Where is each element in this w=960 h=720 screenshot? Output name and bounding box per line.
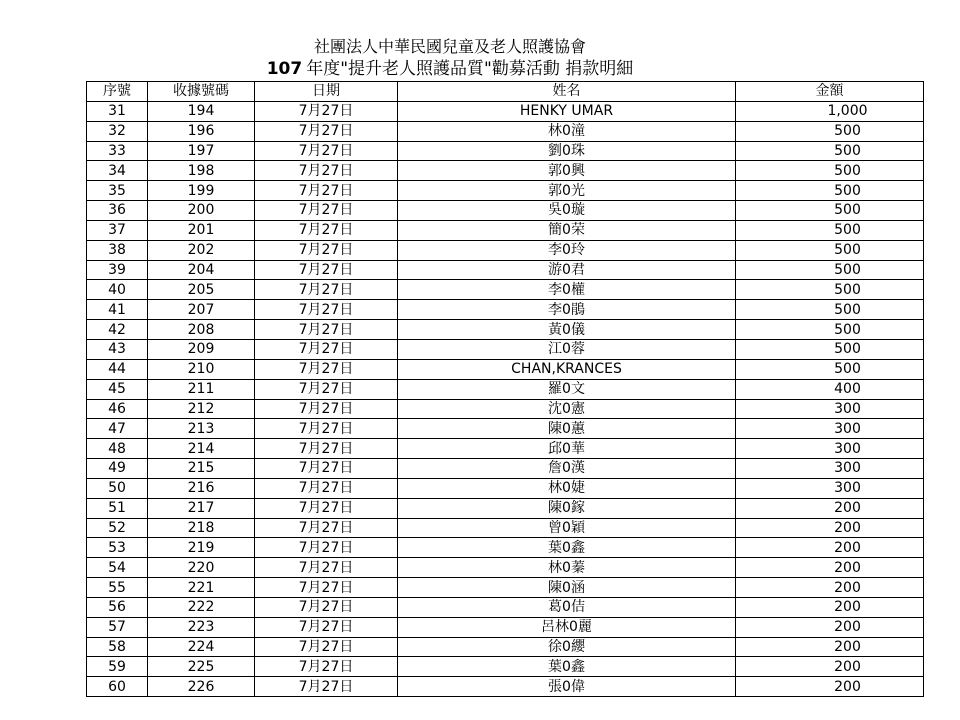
table-row bbox=[87, 558, 924, 578]
receipt-number-cell: 225 bbox=[148, 657, 255, 677]
table-row bbox=[87, 201, 924, 221]
table-row bbox=[87, 439, 924, 459]
name-cell: CHAN,KRANCES bbox=[398, 359, 736, 379]
date-cell: 7月27日 bbox=[255, 201, 398, 221]
amount-cell: 300 bbox=[736, 439, 924, 459]
table-body bbox=[87, 101, 924, 696]
serial-cell: 47 bbox=[87, 419, 148, 439]
name-cell: 游0君 bbox=[398, 260, 736, 280]
name-cell: 林0蓁 bbox=[398, 558, 736, 578]
date-cell: 7月27日 bbox=[255, 597, 398, 617]
name-cell: 葛0佶 bbox=[398, 597, 736, 617]
amount-cell: 500 bbox=[736, 121, 924, 141]
amount-cell: 200 bbox=[736, 518, 924, 538]
table-row bbox=[87, 677, 924, 697]
date-cell: 7月27日 bbox=[255, 379, 398, 399]
amount-cell: 200 bbox=[736, 657, 924, 677]
amount-cell: 500 bbox=[736, 320, 924, 340]
name-cell: 黃0儀 bbox=[398, 320, 736, 340]
name-cell: 劉0珠 bbox=[398, 141, 736, 161]
amount-cell: 500 bbox=[736, 141, 924, 161]
name-cell: 李0權 bbox=[398, 280, 736, 300]
amount-cell: 300 bbox=[736, 419, 924, 439]
amount-cell: 1,000 bbox=[736, 101, 924, 121]
serial-cell: 48 bbox=[87, 439, 148, 459]
column-header-amount: 金額 bbox=[736, 82, 924, 102]
table-row bbox=[87, 220, 924, 240]
receipt-number-cell: 222 bbox=[148, 597, 255, 617]
amount-cell: 300 bbox=[736, 459, 924, 479]
serial-cell: 34 bbox=[87, 161, 148, 181]
name-cell: 郭0光 bbox=[398, 181, 736, 201]
name-cell: 陳0鎵 bbox=[398, 498, 736, 518]
donation-table bbox=[86, 81, 924, 697]
amount-cell: 200 bbox=[736, 538, 924, 558]
receipt-number-cell: 204 bbox=[148, 260, 255, 280]
table-row bbox=[87, 121, 924, 141]
date-cell: 7月27日 bbox=[255, 280, 398, 300]
amount-cell: 500 bbox=[736, 280, 924, 300]
name-cell: 張0偉 bbox=[398, 677, 736, 697]
table-row bbox=[87, 399, 924, 419]
name-cell: 邱0華 bbox=[398, 439, 736, 459]
amount-cell: 500 bbox=[736, 359, 924, 379]
date-cell: 7月27日 bbox=[255, 101, 398, 121]
serial-cell: 56 bbox=[87, 597, 148, 617]
serial-cell: 37 bbox=[87, 220, 148, 240]
amount-cell: 500 bbox=[736, 201, 924, 221]
table-row bbox=[87, 260, 924, 280]
date-cell: 7月27日 bbox=[255, 220, 398, 240]
serial-cell: 60 bbox=[87, 677, 148, 697]
receipt-number-cell: 208 bbox=[148, 320, 255, 340]
date-cell: 7月27日 bbox=[255, 459, 398, 479]
receipt-number-cell: 216 bbox=[148, 478, 255, 498]
amount-cell: 200 bbox=[736, 597, 924, 617]
receipt-number-cell: 220 bbox=[148, 558, 255, 578]
table-row bbox=[87, 578, 924, 598]
serial-cell: 38 bbox=[87, 240, 148, 260]
date-cell: 7月27日 bbox=[255, 657, 398, 677]
report-subtitle-text: 年度"提升老人照護品質"勸募活動 捐款明細 bbox=[306, 59, 634, 79]
table-row bbox=[87, 478, 924, 498]
amount-cell: 300 bbox=[736, 478, 924, 498]
serial-cell: 32 bbox=[87, 121, 148, 141]
amount-cell: 500 bbox=[736, 220, 924, 240]
serial-cell: 55 bbox=[87, 578, 148, 598]
name-cell: 李0鵑 bbox=[398, 300, 736, 320]
table-row bbox=[87, 617, 924, 637]
date-cell: 7月27日 bbox=[255, 240, 398, 260]
receipt-number-cell: 218 bbox=[148, 518, 255, 538]
receipt-number-cell: 205 bbox=[148, 280, 255, 300]
serial-cell: 41 bbox=[87, 300, 148, 320]
table-row bbox=[87, 459, 924, 479]
serial-cell: 58 bbox=[87, 637, 148, 657]
receipt-number-cell: 210 bbox=[148, 359, 255, 379]
table-row bbox=[87, 141, 924, 161]
name-cell: 沈0憲 bbox=[398, 399, 736, 419]
name-cell: 葉0鑫 bbox=[398, 538, 736, 558]
amount-cell: 200 bbox=[736, 558, 924, 578]
name-cell: HENKY UMAR bbox=[398, 101, 736, 121]
column-header-receipt-number: 收據號碼 bbox=[148, 82, 255, 102]
receipt-number-cell: 213 bbox=[148, 419, 255, 439]
date-cell: 7月27日 bbox=[255, 359, 398, 379]
serial-cell: 43 bbox=[87, 339, 148, 359]
receipt-number-cell: 211 bbox=[148, 379, 255, 399]
table-row bbox=[87, 498, 924, 518]
date-cell: 7月27日 bbox=[255, 498, 398, 518]
serial-cell: 42 bbox=[87, 320, 148, 340]
amount-cell: 200 bbox=[736, 677, 924, 697]
table-row bbox=[87, 597, 924, 617]
receipt-number-cell: 224 bbox=[148, 637, 255, 657]
date-cell: 7月27日 bbox=[255, 141, 398, 161]
date-cell: 7月27日 bbox=[255, 538, 398, 558]
serial-cell: 35 bbox=[87, 181, 148, 201]
name-cell: 吳0璇 bbox=[398, 201, 736, 221]
report-year: 107 bbox=[266, 59, 303, 79]
report-subtitle bbox=[0, 58, 900, 80]
receipt-number-cell: 223 bbox=[148, 617, 255, 637]
name-cell: 陳0蕙 bbox=[398, 419, 736, 439]
amount-cell: 400 bbox=[736, 379, 924, 399]
date-cell: 7月27日 bbox=[255, 419, 398, 439]
name-cell: 簡0荣 bbox=[398, 220, 736, 240]
name-cell: 羅0文 bbox=[398, 379, 736, 399]
serial-cell: 40 bbox=[87, 280, 148, 300]
serial-cell: 57 bbox=[87, 617, 148, 637]
receipt-number-cell: 196 bbox=[148, 121, 255, 141]
date-cell: 7月27日 bbox=[255, 518, 398, 538]
date-cell: 7月27日 bbox=[255, 339, 398, 359]
date-cell: 7月27日 bbox=[255, 300, 398, 320]
table-row bbox=[87, 280, 924, 300]
date-cell: 7月27日 bbox=[255, 558, 398, 578]
serial-cell: 49 bbox=[87, 459, 148, 479]
date-cell: 7月27日 bbox=[255, 439, 398, 459]
serial-cell: 54 bbox=[87, 558, 148, 578]
receipt-number-cell: 212 bbox=[148, 399, 255, 419]
table-header-row bbox=[87, 82, 924, 102]
date-cell: 7月27日 bbox=[255, 320, 398, 340]
amount-cell: 500 bbox=[736, 260, 924, 280]
receipt-number-cell: 197 bbox=[148, 141, 255, 161]
table-row bbox=[87, 300, 924, 320]
amount-cell: 500 bbox=[736, 300, 924, 320]
receipt-number-cell: 198 bbox=[148, 161, 255, 181]
receipt-number-cell: 199 bbox=[148, 181, 255, 201]
name-cell: 林0潼 bbox=[398, 121, 736, 141]
date-cell: 7月27日 bbox=[255, 161, 398, 181]
serial-cell: 39 bbox=[87, 260, 148, 280]
name-cell: 詹0漢 bbox=[398, 459, 736, 479]
name-cell: 葉0鑫 bbox=[398, 657, 736, 677]
name-cell: 徐0纓 bbox=[398, 637, 736, 657]
table-row bbox=[87, 181, 924, 201]
amount-cell: 500 bbox=[736, 339, 924, 359]
serial-cell: 59 bbox=[87, 657, 148, 677]
date-cell: 7月27日 bbox=[255, 478, 398, 498]
name-cell: 曾0穎 bbox=[398, 518, 736, 538]
date-cell: 7月27日 bbox=[255, 578, 398, 598]
receipt-number-cell: 214 bbox=[148, 439, 255, 459]
table-row bbox=[87, 359, 924, 379]
table-row bbox=[87, 419, 924, 439]
serial-cell: 53 bbox=[87, 538, 148, 558]
serial-cell: 50 bbox=[87, 478, 148, 498]
receipt-number-cell: 226 bbox=[148, 677, 255, 697]
amount-cell: 300 bbox=[736, 399, 924, 419]
amount-cell: 200 bbox=[736, 617, 924, 637]
name-cell: 江0蓉 bbox=[398, 339, 736, 359]
amount-cell: 500 bbox=[736, 181, 924, 201]
serial-cell: 44 bbox=[87, 359, 148, 379]
amount-cell: 500 bbox=[736, 161, 924, 181]
serial-cell: 45 bbox=[87, 379, 148, 399]
receipt-number-cell: 209 bbox=[148, 339, 255, 359]
table-row bbox=[87, 657, 924, 677]
receipt-number-cell: 215 bbox=[148, 459, 255, 479]
serial-cell: 52 bbox=[87, 518, 148, 538]
receipt-number-cell: 217 bbox=[148, 498, 255, 518]
organization-title: 社團法人中華民國兒童及老人照護協會 bbox=[313, 37, 586, 56]
table-row bbox=[87, 101, 924, 121]
serial-cell: 46 bbox=[87, 399, 148, 419]
receipt-number-cell: 200 bbox=[148, 201, 255, 221]
date-cell: 7月27日 bbox=[255, 399, 398, 419]
date-cell: 7月27日 bbox=[255, 121, 398, 141]
table-row bbox=[87, 320, 924, 340]
table-row bbox=[87, 339, 924, 359]
name-cell: 呂林0麗 bbox=[398, 617, 736, 637]
amount-cell: 200 bbox=[736, 498, 924, 518]
name-cell: 郭0興 bbox=[398, 161, 736, 181]
date-cell: 7月27日 bbox=[255, 260, 398, 280]
date-cell: 7月27日 bbox=[255, 677, 398, 697]
date-cell: 7月27日 bbox=[255, 181, 398, 201]
receipt-number-cell: 202 bbox=[148, 240, 255, 260]
receipt-number-cell: 221 bbox=[148, 578, 255, 598]
column-header-serial: 序號 bbox=[87, 82, 148, 102]
table-row bbox=[87, 538, 924, 558]
column-header-name: 姓名 bbox=[398, 82, 736, 102]
name-cell: 李0玲 bbox=[398, 240, 736, 260]
table-row bbox=[87, 518, 924, 538]
receipt-number-cell: 201 bbox=[148, 220, 255, 240]
serial-cell: 31 bbox=[87, 101, 148, 121]
amount-cell: 500 bbox=[736, 240, 924, 260]
serial-cell: 51 bbox=[87, 498, 148, 518]
name-cell: 林0婕 bbox=[398, 478, 736, 498]
table-row bbox=[87, 161, 924, 181]
amount-cell: 200 bbox=[736, 578, 924, 598]
name-cell: 陳0涵 bbox=[398, 578, 736, 598]
table-row bbox=[87, 637, 924, 657]
table-row bbox=[87, 379, 924, 399]
date-cell: 7月27日 bbox=[255, 617, 398, 637]
receipt-number-cell: 219 bbox=[148, 538, 255, 558]
serial-cell: 33 bbox=[87, 141, 148, 161]
receipt-number-cell: 194 bbox=[148, 101, 255, 121]
column-header-date: 日期 bbox=[255, 82, 398, 102]
serial-cell: 36 bbox=[87, 201, 148, 221]
receipt-number-cell: 207 bbox=[148, 300, 255, 320]
amount-cell: 200 bbox=[736, 637, 924, 657]
date-cell: 7月27日 bbox=[255, 637, 398, 657]
table-row bbox=[87, 240, 924, 260]
